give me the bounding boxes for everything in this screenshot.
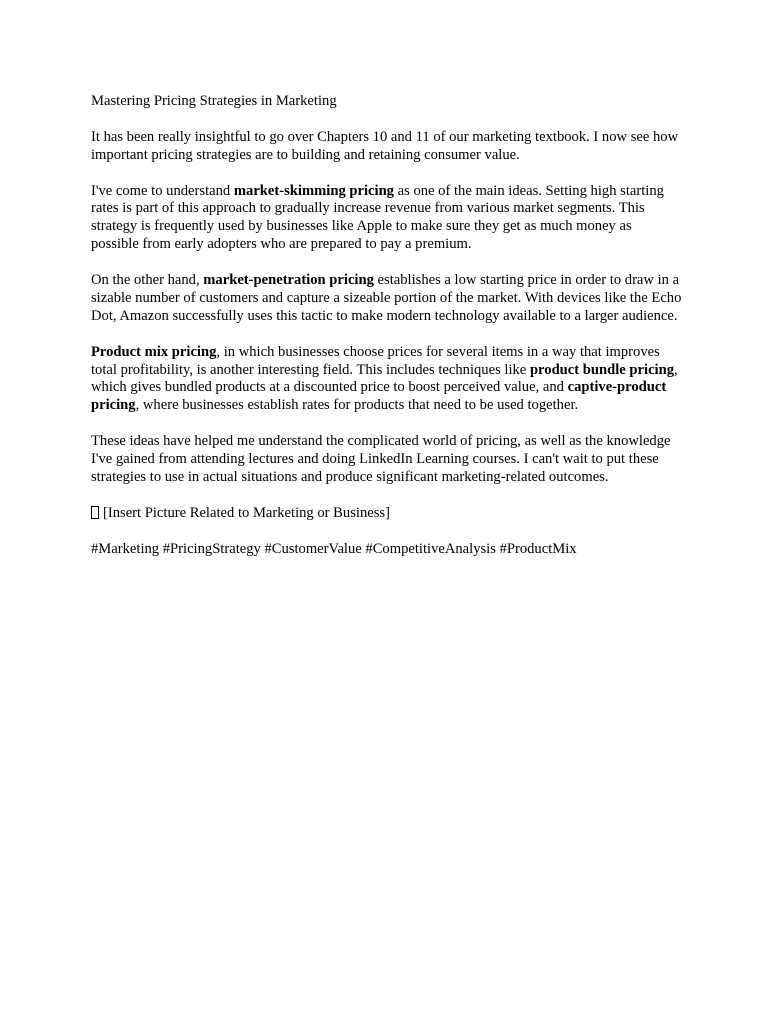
term-captive-product: captive-product pricing [91,379,667,414]
term-market-skimming: market-skimming pricing [233,182,394,199]
skimming-body: as one of the main ideas. Setting high starting rates is part of this approach to gradually increase revenue from various market segments. This strategy is frequently used by businesses like Apple to make sure they get as much money as possible from early adopters who are prepared to pay a premium. [91,182,664,253]
hashtags-line: #Marketing #PricingStrategy #CustomerValue #CompetitiveAnalysis #ProductMix [91,540,577,557]
skimming-paragraph [91,183,683,255]
term-product-mix: Product mix pricing [91,343,217,360]
document-title: Mastering Pricing Strategies in Marketing [91,93,337,109]
product-mix-text-1: , in which businesses choose prices for several items in a way that improves total profitability, is another interesting field. This includes techniques like [91,343,660,378]
intro-paragraph: It has been really insightful to go over Chapters 10 and 11 of our marketing textbook. I now see how important pricing strategies are to building and retaining consumer value. [91,128,679,163]
term-product-bundle: product bundle pricing [529,361,675,378]
document-body [91,93,683,576]
missing-glyph-icon [91,506,99,519]
conclusion-paragraph: These ideas have helped me understand the complicated world of pricing, as well as the knowledge I've gained from attending lectures and doing LinkedIn Learning courses. I can't wait to put these strategies to use in actual situations and produce significant marketing-related outcomes. [91,433,671,485]
product-mix-paragraph [91,344,683,416]
product-mix-text-3: , where businesses establish rates for products that need to be used together. [135,397,579,414]
term-market-penetration: market-penetration pricing [203,272,374,289]
skimming-lead: I've come to understand [91,182,234,199]
image-placeholder-text: [Insert Picture Related to Marketing or Business] [103,504,390,521]
penetration-body: establishes a low starting price in order to draw in a sizable number of customers and capture a sizeable portion of the market. With devices like the Echo Dot, Amazon successfully uses this tactic to make modern technology available to a larger audience. [91,272,682,324]
penetration-lead: On the other hand, [91,272,204,289]
image-placeholder-line [91,505,683,523]
penetration-paragraph [91,272,683,326]
product-mix-text-2: , which gives bundled products at a discounted price to boost perceived value, and [91,361,678,396]
